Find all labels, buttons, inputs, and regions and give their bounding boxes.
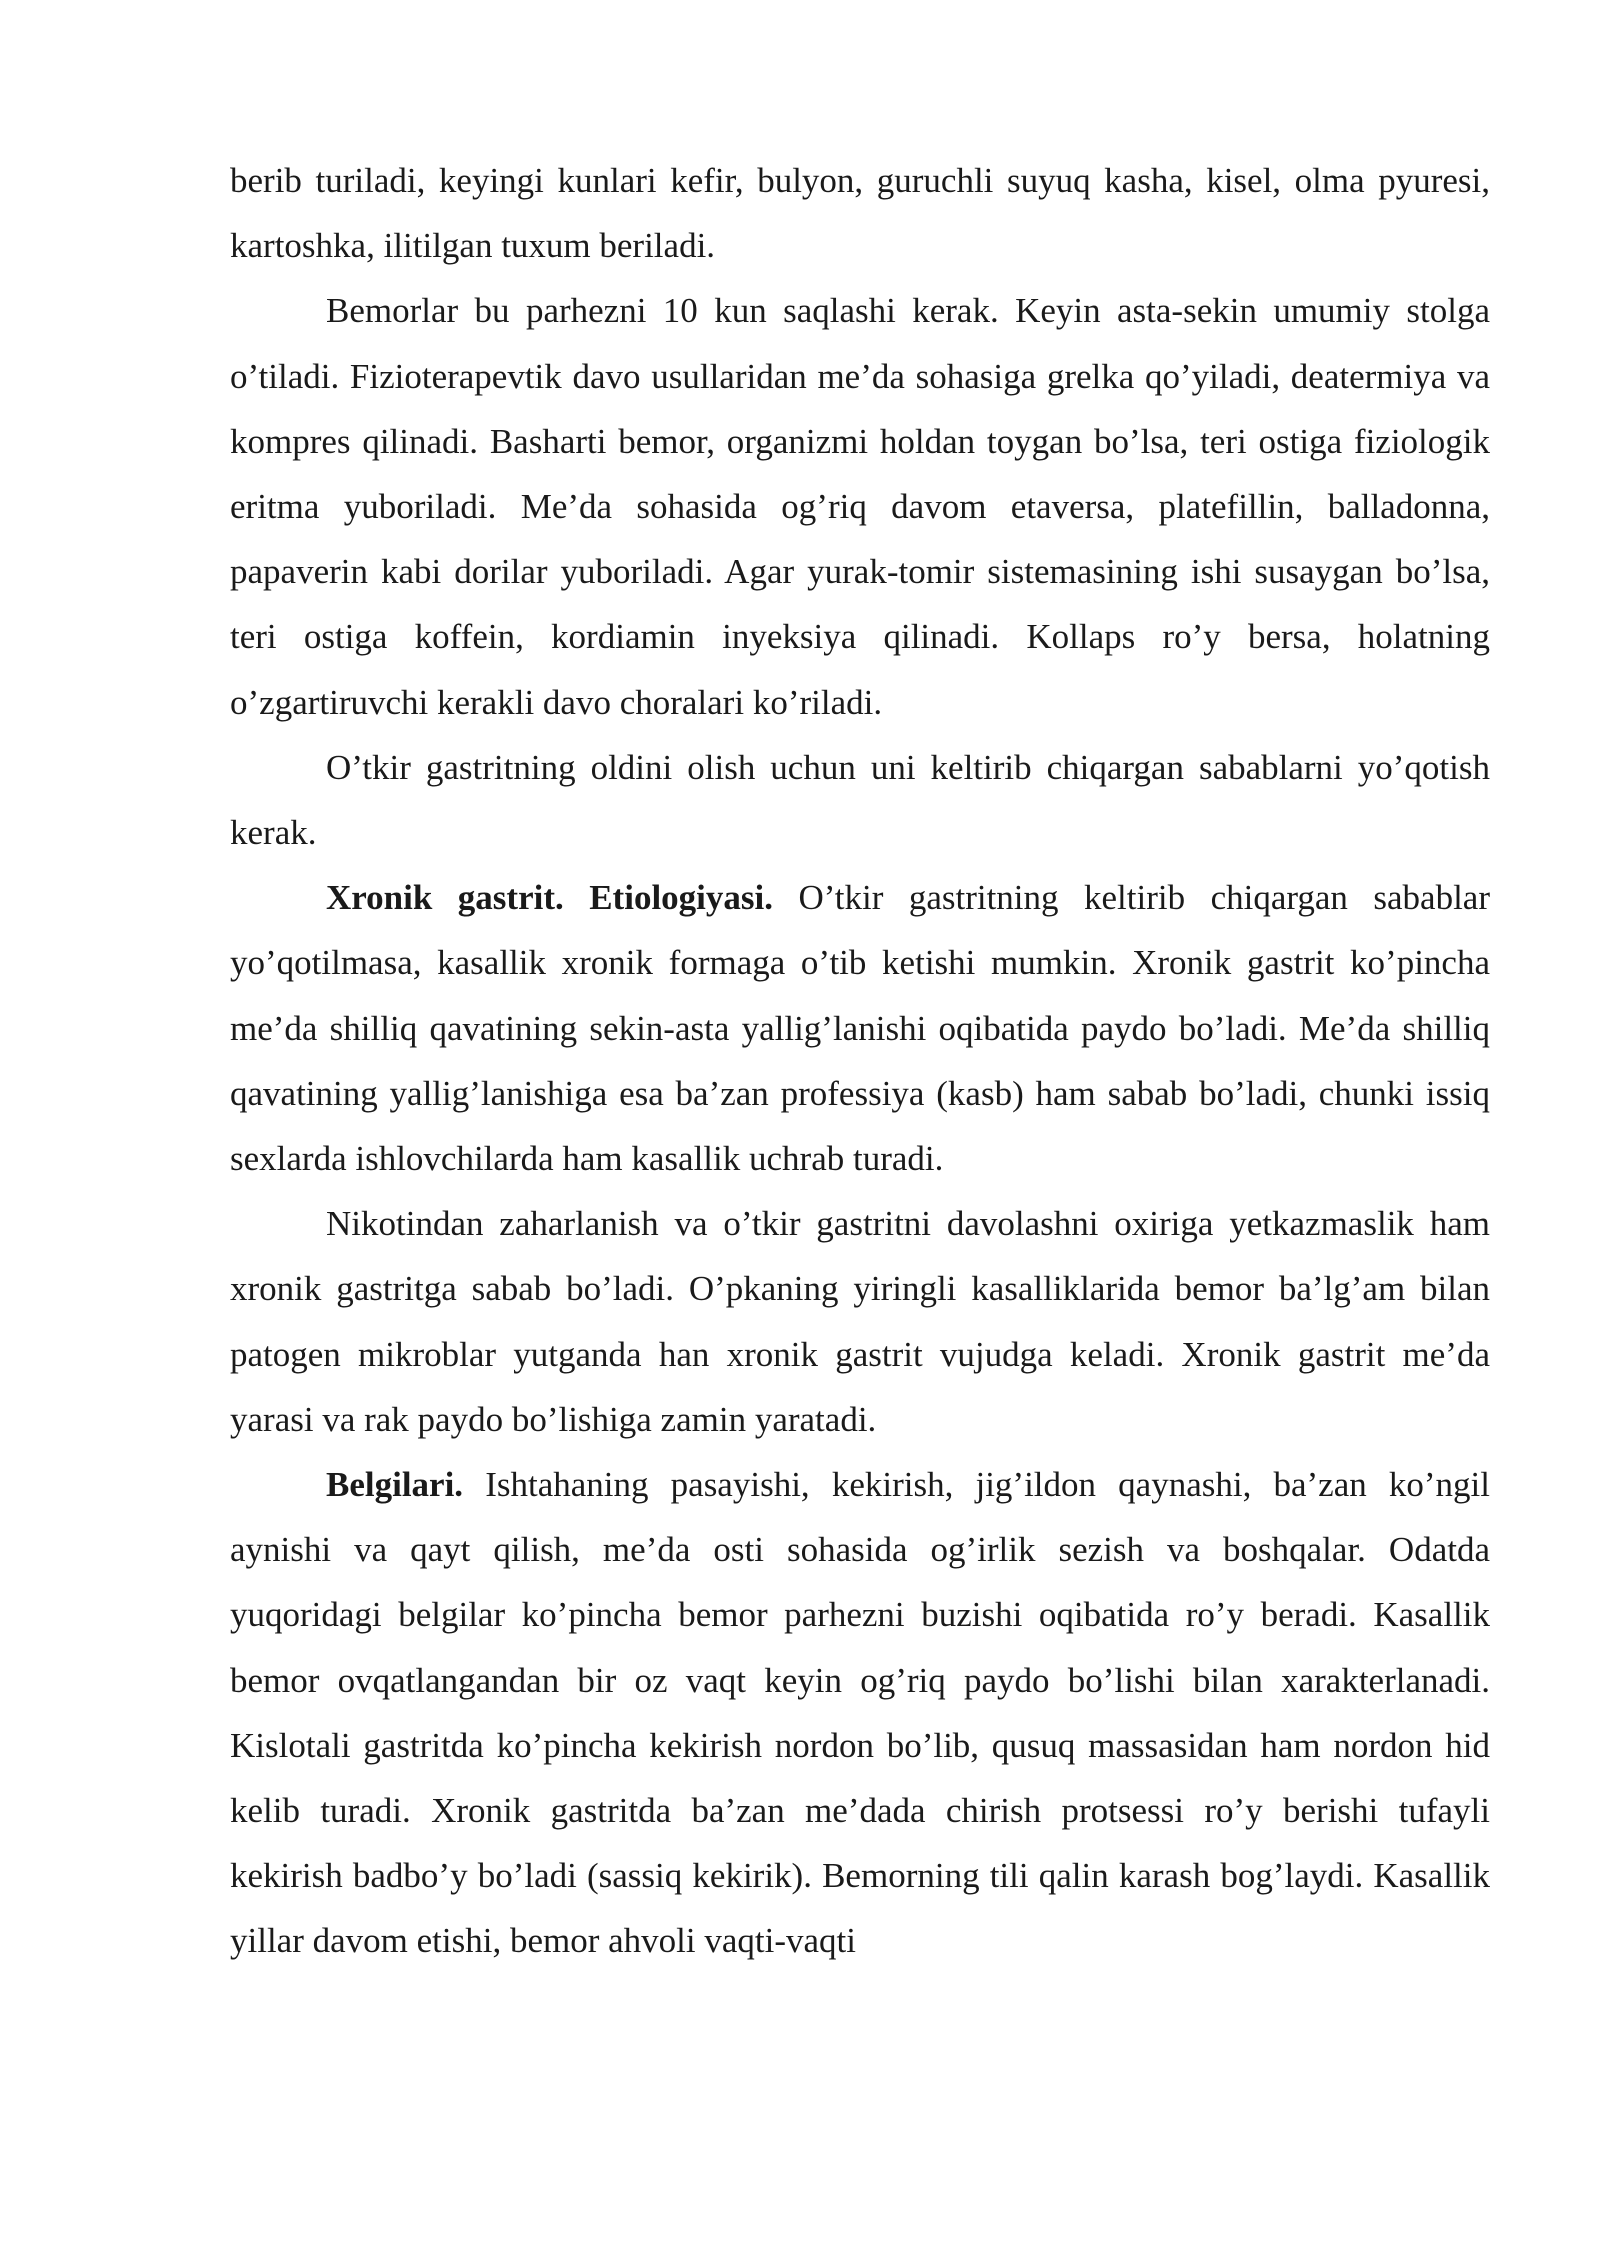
paragraph-6 bbox=[230, 1452, 1490, 1974]
paragraph-1-text: berib turiladi, keyingi kunlari kefir, bulyon, guruchli suyuq kasha, kisel, olma pyuresi, kartoshka, ilitilgan tuxum beriladi. bbox=[230, 161, 1490, 266]
paragraph-6-text: Ishtahaning pasayishi, kekirish, jig’ildon qaynashi, ba’zan ko’ngil aynishi va qayt qilish, me’da osti sohasida og’irlik sezish va boshqalar. Odatda yuqoridagi belgilar ko’pincha bemor parhezni buzishi oqibatida ro’y beradi. Kasallik bemor ovqatlangandan bir oz vaqt keyin og’riq paydo bo’lishi bilan xarakterlanadi. Kislotali gastritda ko’pincha kekirish nordon bo’lib, qusuq massasidan ham nordon hid kelib turadi. Xronik gastritda ba’zan me’dada chirish protsessi ro’y berishi tufayli kekirish badbo’y bo’ladi (sassiq kekirik). Bemorning tili qalin karash bog’laydi. Kasallik yillar davom etishi, bemor ahvoli vaqti-vaqti bbox=[230, 1465, 1490, 1961]
paragraph-2-text: Bemorlar bu parhezni 10 kun saqlashi kerak. Keyin asta-sekin umumiy stolga o’tiladi. Fizioterapevtik davo usullaridan me’da sohasiga grelka qo’yiladi, deatermiya va kompres qilinadi. Basharti bemor, organizmi holdan toygan bo’lsa, teri ostiga fiziologik eritma yuboriladi. Me’da sohasida og’riq davom etaversa, platefillin, balladonna, papaverin kabi dorilar yuboriladi. Agar yurak-tomir sistemasining ishi susaygan bo’lsa, teri ostiga koffein, kordiamin inyeksiya qilinadi. Kollaps ro’y bersa, holatning o’zgartiruvchi kerakli davo choralari ko’riladi. bbox=[230, 291, 1490, 722]
paragraph-1 bbox=[230, 148, 1490, 278]
paragraph-5 bbox=[230, 1191, 1490, 1452]
paragraph-3-text: O’tkir gastritning oldini olish uchun uni keltirib chiqargan sabablarni yo’qotish kerak. bbox=[230, 747, 1490, 853]
section-heading-symptoms: Belgilari. bbox=[326, 1465, 464, 1505]
paragraph-2 bbox=[230, 278, 1490, 734]
paragraph-3 bbox=[230, 735, 1490, 865]
paragraph-4 bbox=[230, 865, 1490, 1191]
section-heading-chronic-gastritis-etiology: Xronik gastrit. Etiologiyasi. bbox=[326, 878, 773, 918]
paragraph-5-text: Nikotindan zaharlanish va o’tkir gastritni davolashni oxiriga yetkazmaslik ham xronik gastritga sabab bo’ladi. O’pkaning yiringli kasalliklarida bemor ba’lg’am bilan patogen mikroblar yutganda han xronik gastrit vujudga keladi. Xronik gastrit me’da yarasi va rak paydo bo’lishiga zamin yaratadi. bbox=[230, 1204, 1490, 1439]
paragraph-4-text: O’tkir gastritning keltirib chiqargan sabablar yo’qotilmasa, kasallik xronik formaga o’tib ketishi mumkin. Xronik gastrit ko’pincha me’da shilliq qavatining sekin-asta yallig’lanishi oqibatida paydo bo’ladi. Me’da shilliq qavatining yallig’lanishiga esa ba’zan professiya (kasb) ham sabab bo’ladi, chunki issiq sexlarda ishlovchilarda ham kasallik uchrab turadi. bbox=[230, 878, 1490, 1179]
document-body bbox=[230, 148, 1490, 1974]
